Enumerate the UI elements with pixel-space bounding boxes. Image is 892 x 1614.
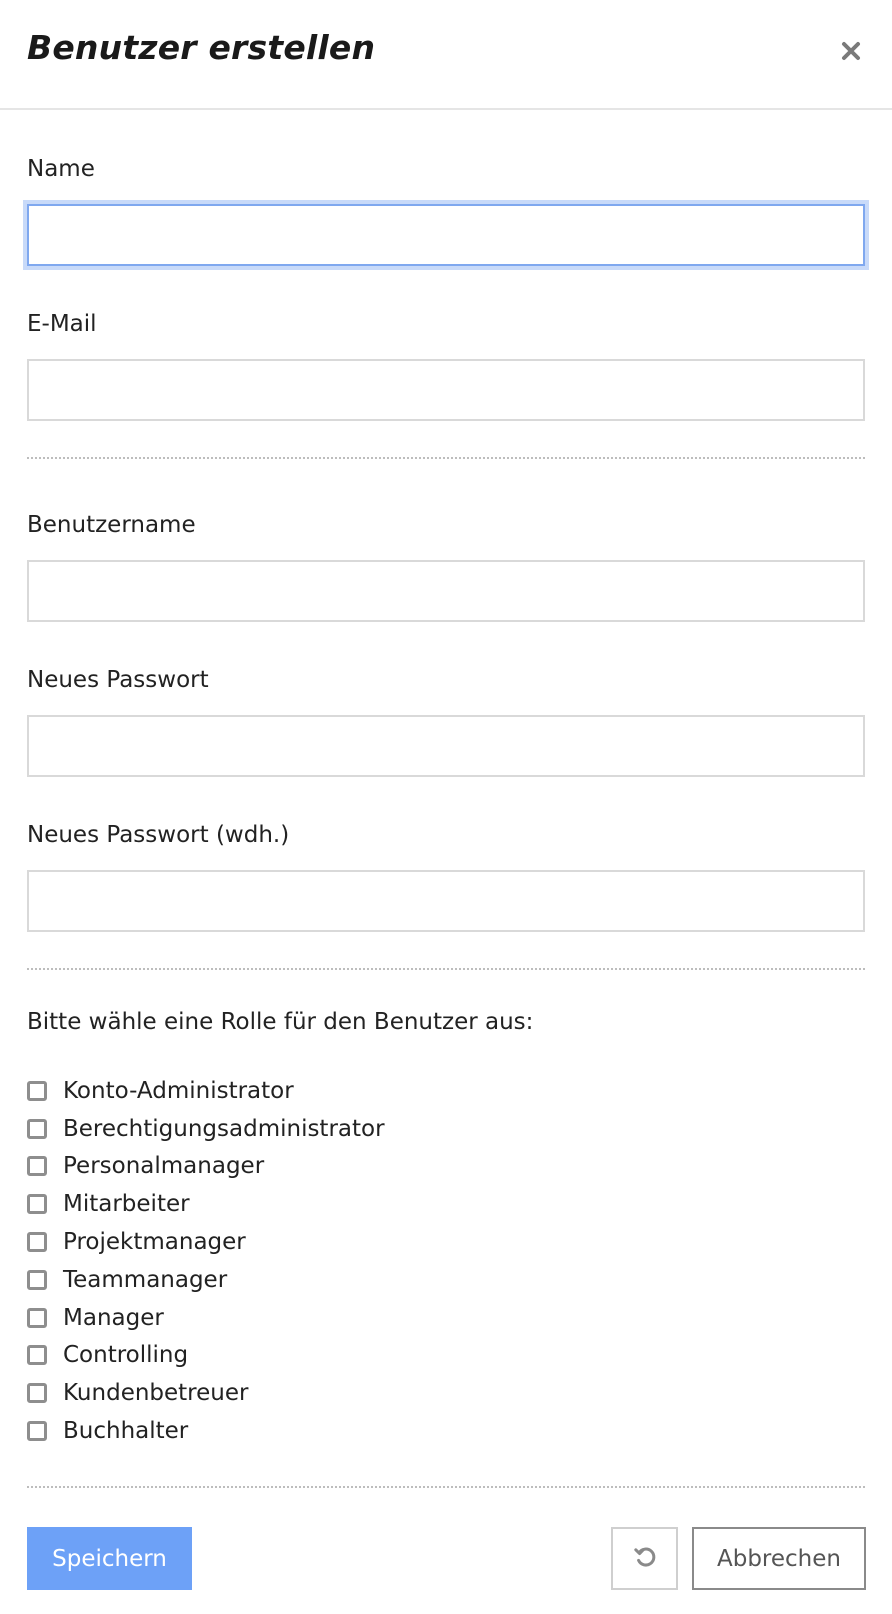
role-label: Konto-Administrator — [63, 1077, 294, 1104]
new-password-repeat-input[interactable] — [27, 870, 865, 932]
role-item-personalmanager[interactable] — [27, 1148, 727, 1186]
new-password-repeat-label: Neues Passwort (wdh.) — [27, 822, 290, 848]
reset-button[interactable] — [611, 1527, 678, 1590]
role-label: Teammanager — [63, 1266, 228, 1293]
role-label: Projektmanager — [63, 1229, 246, 1256]
role-label: Personalmanager — [63, 1153, 265, 1180]
role-list — [27, 1072, 727, 1450]
role-checkbox[interactable] — [27, 1421, 47, 1441]
email-label: E-Mail — [27, 311, 97, 337]
role-item-manager[interactable] — [27, 1299, 727, 1337]
cancel-button[interactable]: Abbrechen — [692, 1527, 866, 1590]
role-checkbox[interactable] — [27, 1081, 47, 1101]
new-password-input[interactable] — [27, 715, 865, 777]
role-item-teammanager[interactable] — [27, 1261, 727, 1299]
role-label: Berechtigungsadministrator — [63, 1115, 385, 1142]
username-label: Benutzername — [27, 512, 196, 538]
role-label: Manager — [63, 1304, 164, 1331]
role-checkbox[interactable] — [27, 1119, 47, 1139]
section-divider — [27, 457, 865, 459]
role-item-projektmanager[interactable] — [27, 1223, 727, 1261]
role-item-berechtigungsadministrator[interactable] — [27, 1110, 727, 1148]
role-checkbox[interactable] — [27, 1308, 47, 1328]
role-checkbox[interactable] — [27, 1345, 47, 1365]
roles-prompt: Bitte wähle eine Rolle für den Benutzer aus: — [27, 1009, 534, 1035]
new-password-label: Neues Passwort — [27, 667, 209, 693]
role-item-kundenbetreuer[interactable] — [27, 1374, 727, 1412]
role-item-mitarbeiter[interactable] — [27, 1185, 727, 1223]
role-item-buchhalter[interactable] — [27, 1412, 727, 1450]
footer-divider — [27, 1486, 865, 1488]
save-button[interactable]: Speichern — [27, 1527, 192, 1590]
role-item-konto-administrator[interactable] — [27, 1072, 727, 1110]
close-button[interactable] — [834, 34, 868, 68]
close-icon — [841, 41, 861, 61]
role-label: Kundenbetreuer — [63, 1380, 249, 1407]
role-item-controlling[interactable] — [27, 1337, 727, 1375]
section-divider — [27, 968, 865, 970]
dialog-title: Benutzer erstellen — [27, 28, 376, 67]
role-checkbox[interactable] — [27, 1156, 47, 1176]
role-label: Mitarbeiter — [63, 1191, 190, 1218]
dialog-header — [0, 0, 892, 110]
role-label: Buchhalter — [63, 1418, 189, 1445]
role-checkbox[interactable] — [27, 1194, 47, 1214]
role-checkbox[interactable] — [27, 1270, 47, 1290]
role-checkbox[interactable] — [27, 1383, 47, 1403]
role-label: Controlling — [63, 1342, 189, 1369]
name-input[interactable] — [27, 204, 865, 266]
reset-icon — [632, 1544, 658, 1574]
email-input[interactable] — [27, 359, 865, 421]
username-input[interactable] — [27, 560, 865, 622]
role-checkbox[interactable] — [27, 1232, 47, 1252]
name-label: Name — [27, 156, 95, 182]
